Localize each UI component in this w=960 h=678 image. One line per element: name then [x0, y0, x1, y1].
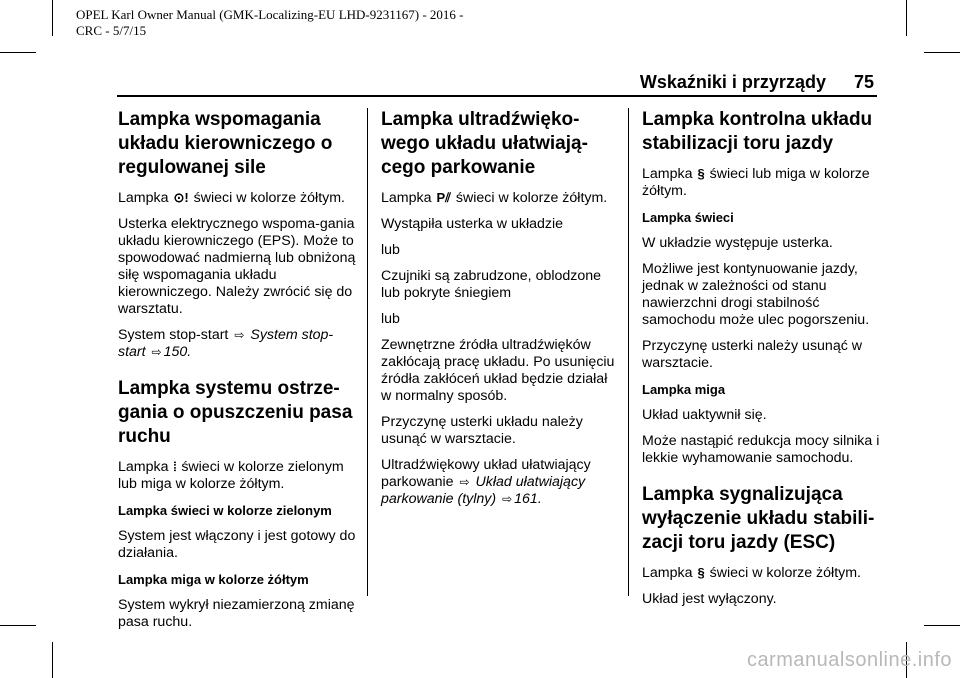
page-reference[interactable]: 161 [514, 491, 538, 507]
reference-arrow-icon: ⇨ [151, 345, 162, 359]
reference-arrow-icon: ⇨ [234, 328, 245, 342]
paragraph: System jest włączony i jest gotowy do działania. [118, 528, 356, 561]
paragraph: Przyczynę usterki układu należy usunąć w warsztacie. [381, 414, 583, 447]
paragraph: lub [381, 311, 400, 327]
cross-reference-link[interactable]: System stop-start [118, 327, 334, 360]
document-header [76, 7, 464, 39]
parking-assist-icon: P⫽ [436, 190, 451, 205]
subheading: Lampka miga [642, 382, 726, 397]
crop-mark [906, 0, 907, 36]
crop-mark [52, 642, 53, 678]
cross-reference-paragraph: Ultradźwiękowy układ ułatwiający parkowanie ⇨ Układ ułatwiający parkowanie (tylny) ⇨ 161. [381, 457, 591, 507]
column-divider [367, 108, 368, 596]
subheading: Lampka świeci w kolorze zielonym [118, 503, 332, 518]
stability-control-off-icon: § [697, 565, 705, 580]
lane-departure-icon: ⦙ [173, 459, 177, 474]
paragraph: Usterka elektrycznego wspoma-gania układu kierowniczego (EPS). Może to spowodować nadmierną lub obniżoną siłę wspomagania układu kierowniczego. Należy zwrócić się do warsztatu. [118, 216, 356, 317]
paragraph: Lampka ⦙ świeci w kolorze zielonym lub miga w kolorze żółtym. [118, 459, 344, 492]
watermark: carmanualsonline.info [746, 649, 952, 671]
paragraph: Lampka P⫽ świeci w kolorze żółtym. [381, 190, 608, 206]
page-header-title: Wskaźniki i przyrządy [639, 72, 826, 92]
reference-arrow-icon: ⇨ [502, 492, 513, 506]
section-heading-lane: Lampka systemu ostrze-gania o opuszczeniu pasa ruchu [118, 378, 353, 447]
paragraph: System wykrył niezamierzoną zmianę pasa ruchu. [118, 597, 355, 630]
crop-mark [52, 0, 53, 36]
document-header-line1: OPEL Karl Owner Manual (GMK-Localizing-EU LHD-9231167) - 2016 - [76, 7, 464, 22]
section-heading-esc-off: Lampka sygnalizująca wyłączenie układu stabili-zacji toru jazdy (ESC) [642, 484, 875, 553]
page-header [640, 72, 874, 93]
paragraph: Układ uaktywnił się. [642, 407, 767, 423]
section-heading-parking: Lampka ultradźwięko-wego układu ułatwiają-cego parkowanie [381, 109, 588, 178]
crop-mark [924, 625, 960, 626]
crop-mark [0, 52, 36, 53]
section-heading-esc: Lampka kontrolna układu stabilizacji toru jazdy [642, 109, 873, 154]
paragraph: Wystąpiła usterka w układzie [381, 216, 564, 232]
page-number: 75 [853, 72, 874, 92]
cross-reference-link[interactable]: Układ ułatwiający parkowanie (tylny) [381, 474, 586, 507]
column-divider [628, 108, 629, 596]
paragraph: W układzie występuje usterka. [642, 235, 833, 251]
crop-mark [0, 625, 36, 626]
stability-control-icon: § [697, 166, 705, 181]
header-rule [117, 95, 877, 97]
document-header-line2: CRC - 5/7/15 [76, 23, 147, 38]
paragraph: Lampka § świeci w kolorze żółtym. [642, 565, 861, 581]
section-heading-eps: Lampka wspomagania układu kierowniczego o regulowanej sile [118, 109, 333, 178]
paragraph: Zewnętrzne źródła ultradźwięków zakłócają pracę układu. Po usunięciu źródła zakłóceń układ będzie działał w normalny sposób. [381, 337, 615, 404]
steering-warning-icon: ⊙! [173, 190, 189, 205]
paragraph: Przyczynę usterki należy usunąć w warsztacie. [642, 338, 862, 371]
column-2 [381, 108, 619, 517]
paragraph: lub [381, 242, 400, 258]
paragraph: Układ jest wyłączony. [642, 591, 777, 607]
paragraph: Lampka ⊙! świeci w kolorze żółtym. [118, 190, 345, 206]
crop-mark [924, 52, 960, 53]
paragraph: Lampka § świeci lub miga w kolorze żółtym. [642, 166, 870, 199]
page-reference[interactable]: 150 [163, 344, 188, 360]
paragraph: Może nastąpić redukcja mocy silnika i lekkie wyhamowanie samochodu. [642, 433, 880, 466]
paragraph: Czujniki są zabrudzone, oblodzone lub pokryte śniegiem [381, 268, 602, 301]
reference-arrow-icon: ⇨ [459, 475, 470, 489]
column-1 [118, 108, 356, 640]
cross-reference-paragraph: System stop-start ⇨ System stop-start ⇨ 150. [118, 327, 334, 360]
paragraph: Możliwe jest kontynuowanie jazdy, jednak w zależności od stanu nawierzchni drogi stabilność samochodu może ulec pogorszeniu. [642, 261, 870, 328]
subheading: Lampka miga w kolorze żółtym [118, 572, 309, 587]
column-3 [642, 108, 880, 617]
subheading: Lampka świeci [642, 210, 734, 225]
